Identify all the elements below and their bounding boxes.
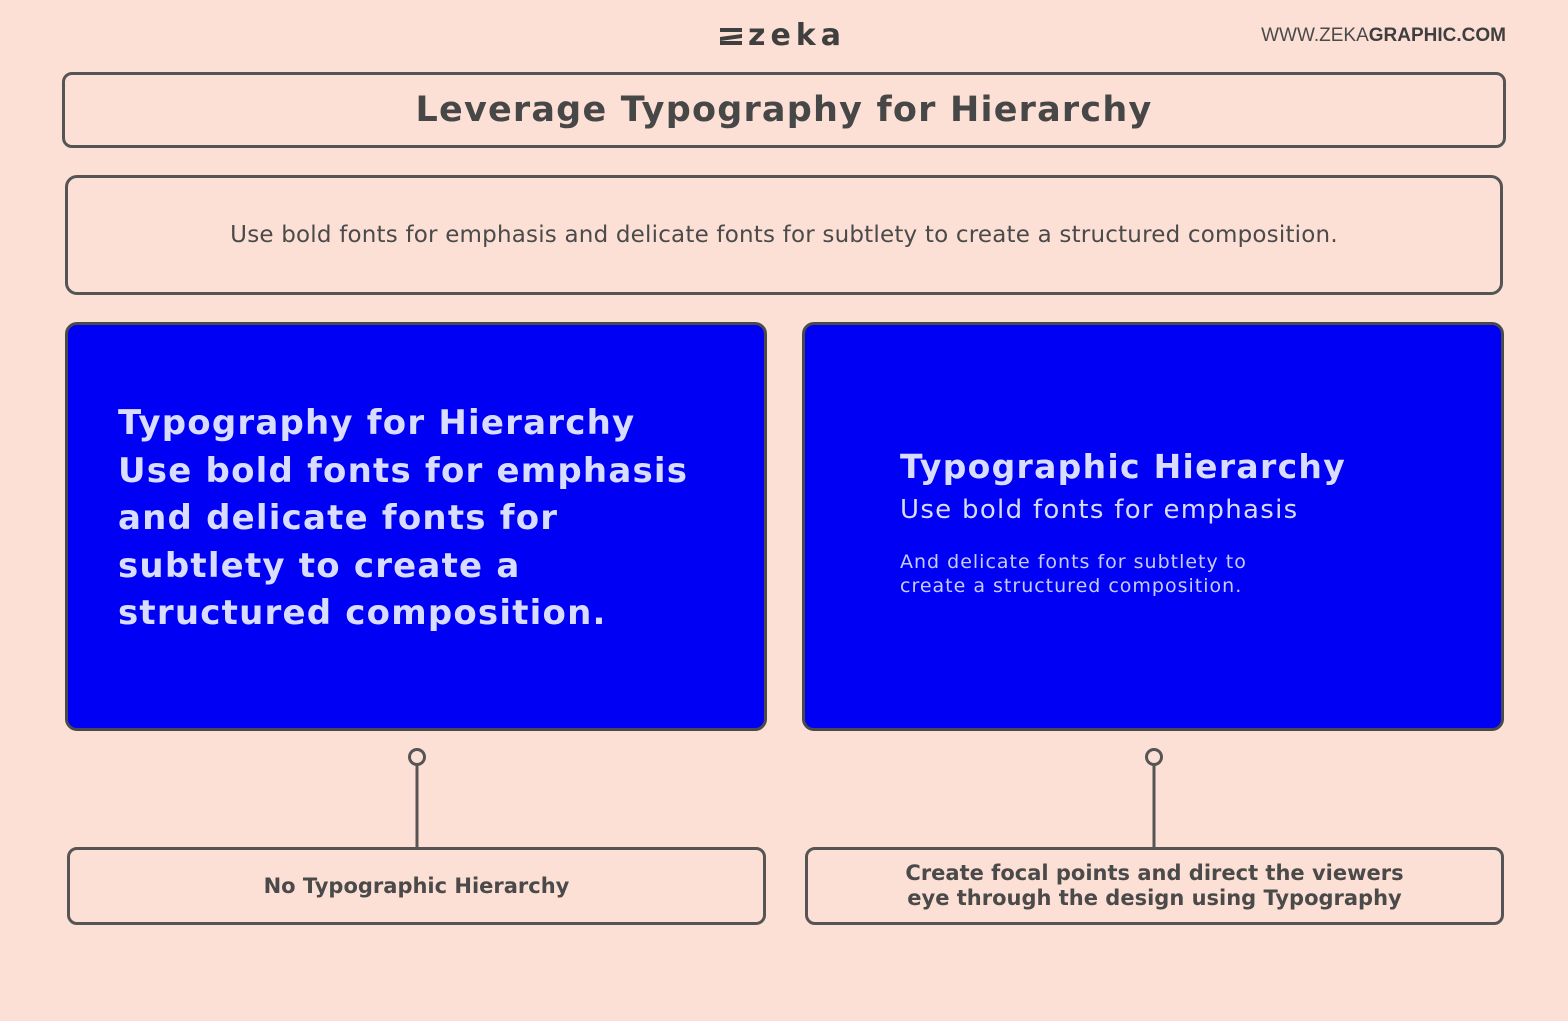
right-panel-body-line: And delicate fonts for subtlety to [900,551,1247,573]
caption-left-box [67,847,766,925]
logo-text: zeka [748,18,847,53]
site-url-bold: GRAPHIC.COM [1368,25,1506,46]
site-url-regular: WWW.ZEKA [1261,25,1369,46]
left-panel-line: subtlety to create a [118,545,521,586]
site-url [1180,24,1506,48]
left-panel-text [118,400,758,638]
title-box [62,72,1506,148]
description-text: Use bold fonts for emphasis and delicate fonts for subtlety to create a structured composition. [230,222,1338,248]
right-panel-body [900,550,1420,598]
left-panel-line: structured composition. [118,593,607,633]
left-panel-line: and delicate fonts for [118,498,559,538]
caption-right-box [805,847,1504,925]
left-panel-line: Use bold fonts for emphasis [118,450,689,491]
caption-right-text [875,861,1435,911]
right-connector [1142,747,1166,847]
right-panel-heading: Typographic Hierarchy [900,447,1347,486]
left-panel-line: Typography for Hierarchy [118,403,636,443]
caption-left-text: No Typographic Hierarchy [263,873,570,898]
caption-right-line: Create focal points and direct the viewers [905,861,1404,885]
right-panel-subheading: Use bold fonts for emphasis [900,495,1299,525]
left-connector [405,747,429,847]
right-panel-body-line: create a structured composition. [900,575,1243,597]
description-box [65,175,1503,295]
caption-right-line: eye through the design using Typography [907,886,1402,910]
page-title: Leverage Typography for Hierarchy [415,90,1153,130]
brand-logo [720,18,860,54]
zeka-logo-icon [720,26,742,46]
